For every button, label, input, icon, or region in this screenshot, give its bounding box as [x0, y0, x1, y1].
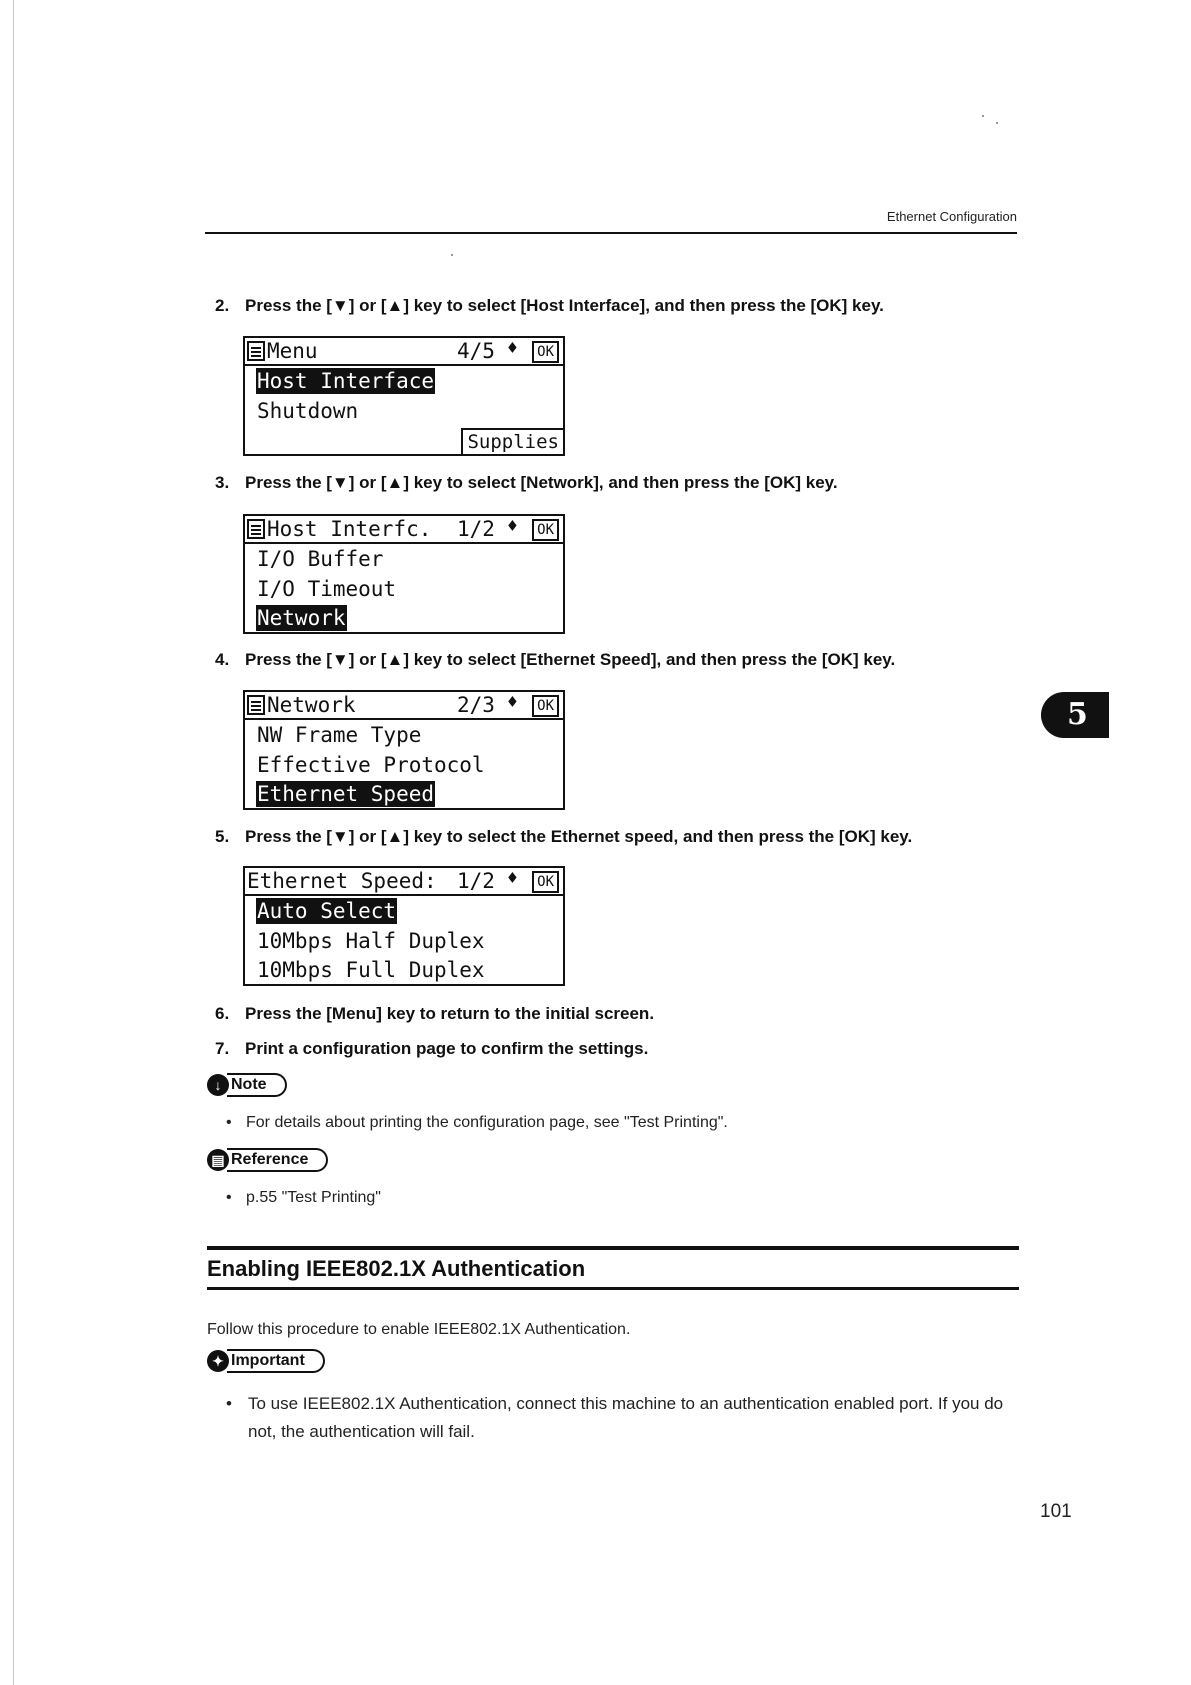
- menu-list-icon: [247, 519, 265, 539]
- lcd-title: Host Interfc.: [267, 517, 432, 541]
- lcd-screen-host-interface: [243, 514, 565, 634]
- page-margin-line: [13, 0, 14, 1685]
- lcd-line: I/O Timeout: [257, 577, 397, 601]
- lcd-page-indicator: 2/3: [457, 693, 495, 717]
- running-header: Ethernet Configuration: [886, 209, 1017, 224]
- scan-speck: [982, 115, 984, 117]
- lcd-line-selected: Ethernet Speed: [257, 782, 435, 806]
- note-icon: ↓: [207, 1074, 229, 1096]
- step-4: [215, 650, 895, 670]
- lcd-softkey-supplies: Supplies: [461, 428, 565, 456]
- up-down-arrows-icon: ♦: [507, 516, 518, 537]
- lcd-title-bar: [245, 692, 563, 720]
- section-heading: Enabling IEEE802.1X Authentication: [207, 1256, 586, 1281]
- chapter-tab: 5: [1041, 692, 1109, 738]
- lcd-line: 10Mbps Full Duplex: [257, 958, 485, 982]
- lcd-line-selected: Host Interface: [257, 369, 435, 393]
- scan-speck: [996, 122, 998, 124]
- ok-key-icon: OK: [532, 519, 559, 541]
- lcd-line: I/O Buffer: [257, 547, 384, 571]
- step-text: Print a configuration page to confirm the settings.: [245, 1039, 649, 1058]
- lcd-line-selected: Auto Select: [257, 899, 397, 923]
- bullet-icon: •: [226, 1189, 232, 1206]
- step-text: Press the [▼] or [▲] key to select [Host Interface], and then press the [OK] key.: [245, 296, 884, 315]
- reference-callout: [207, 1149, 328, 1171]
- step-number: 6.: [215, 1004, 230, 1023]
- lcd-line-selected: Network: [257, 606, 346, 630]
- note-callout: [207, 1074, 287, 1096]
- lcd-page-indicator: 1/2: [457, 869, 495, 893]
- lcd-title: Menu: [267, 339, 318, 363]
- section-intro: Follow this procedure to enable IEEE802.1X Authentication.: [207, 1321, 631, 1338]
- step-6: [215, 1004, 654, 1024]
- lcd-title-bar: [245, 868, 563, 896]
- lcd-page-indicator: 1/2: [457, 517, 495, 541]
- lcd-line: Effective Protocol: [257, 753, 485, 777]
- lcd-title-bar: [245, 338, 563, 366]
- lcd-line: NW Frame Type: [257, 723, 422, 747]
- lcd-screen-network: [243, 690, 565, 810]
- step-3: [215, 473, 838, 493]
- step-number: 7.: [215, 1039, 230, 1058]
- step-number: 4.: [215, 650, 230, 669]
- lcd-title: Ethernet Speed:: [247, 869, 437, 893]
- important-icon: ✦: [207, 1350, 229, 1372]
- important-label: Important: [227, 1349, 325, 1373]
- step-text: Press the [▼] or [▲] key to select [Network], and then press the [OK] key.: [245, 473, 838, 492]
- page-number: 101: [1040, 1501, 1072, 1522]
- ok-key-icon: OK: [532, 871, 559, 893]
- lcd-line: Shutdown: [257, 399, 359, 423]
- step-2: [215, 296, 884, 316]
- section-rule-bottom: [207, 1287, 1019, 1290]
- reference-icon: ▤: [207, 1149, 229, 1171]
- ok-key-icon: OK: [532, 695, 559, 717]
- scan-speck: [451, 254, 453, 256]
- step-5: [215, 827, 912, 847]
- bullet-icon: •: [226, 1114, 232, 1131]
- reference-label: Reference: [227, 1148, 328, 1172]
- up-down-arrows-icon: ♦: [507, 868, 518, 889]
- important-callout: [207, 1350, 325, 1372]
- up-down-arrows-icon: ♦: [507, 338, 518, 359]
- reference-item-text[interactable]: p.55 "Test Printing": [246, 1189, 381, 1206]
- section-rule-top: [207, 1246, 1019, 1250]
- step-text: Press the [Menu] key to return to the initial screen.: [245, 1004, 655, 1023]
- up-down-arrows-icon: ♦: [507, 692, 518, 713]
- menu-list-icon: [247, 341, 265, 361]
- step-number: 3.: [215, 473, 230, 492]
- step-7: [215, 1039, 648, 1059]
- note-label: Note: [227, 1073, 287, 1097]
- menu-list-icon: [247, 695, 265, 715]
- note-item: [226, 1114, 728, 1132]
- important-item: [226, 1390, 1026, 1446]
- step-number: 5.: [215, 827, 230, 846]
- step-text: Press the [▼] or [▲] key to select [Ethernet Speed], and then press the [OK] key.: [245, 650, 896, 669]
- step-text: Press the [▼] or [▲] key to select the Ethernet speed, and then press the [OK] key.: [245, 827, 913, 846]
- reference-item: [226, 1189, 381, 1207]
- header-rule: [205, 232, 1017, 234]
- ok-key-icon: OK: [532, 341, 559, 363]
- lcd-title: Network: [267, 693, 356, 717]
- step-number: 2.: [215, 296, 230, 315]
- lcd-line: 10Mbps Half Duplex: [257, 929, 485, 953]
- lcd-page-indicator: 4/5: [457, 339, 495, 363]
- important-item-text: To use IEEE802.1X Authentication, connect this machine to an authentication enabled port. If you do not, the authentication will fail.: [248, 1394, 1004, 1441]
- note-item-text: For details about printing the configuration page, see "Test Printing".: [246, 1114, 728, 1131]
- lcd-screen-ethernet-speed: [243, 866, 565, 986]
- bullet-icon: •: [226, 1394, 232, 1413]
- lcd-screen-menu: [243, 336, 565, 456]
- lcd-title-bar: [245, 516, 563, 544]
